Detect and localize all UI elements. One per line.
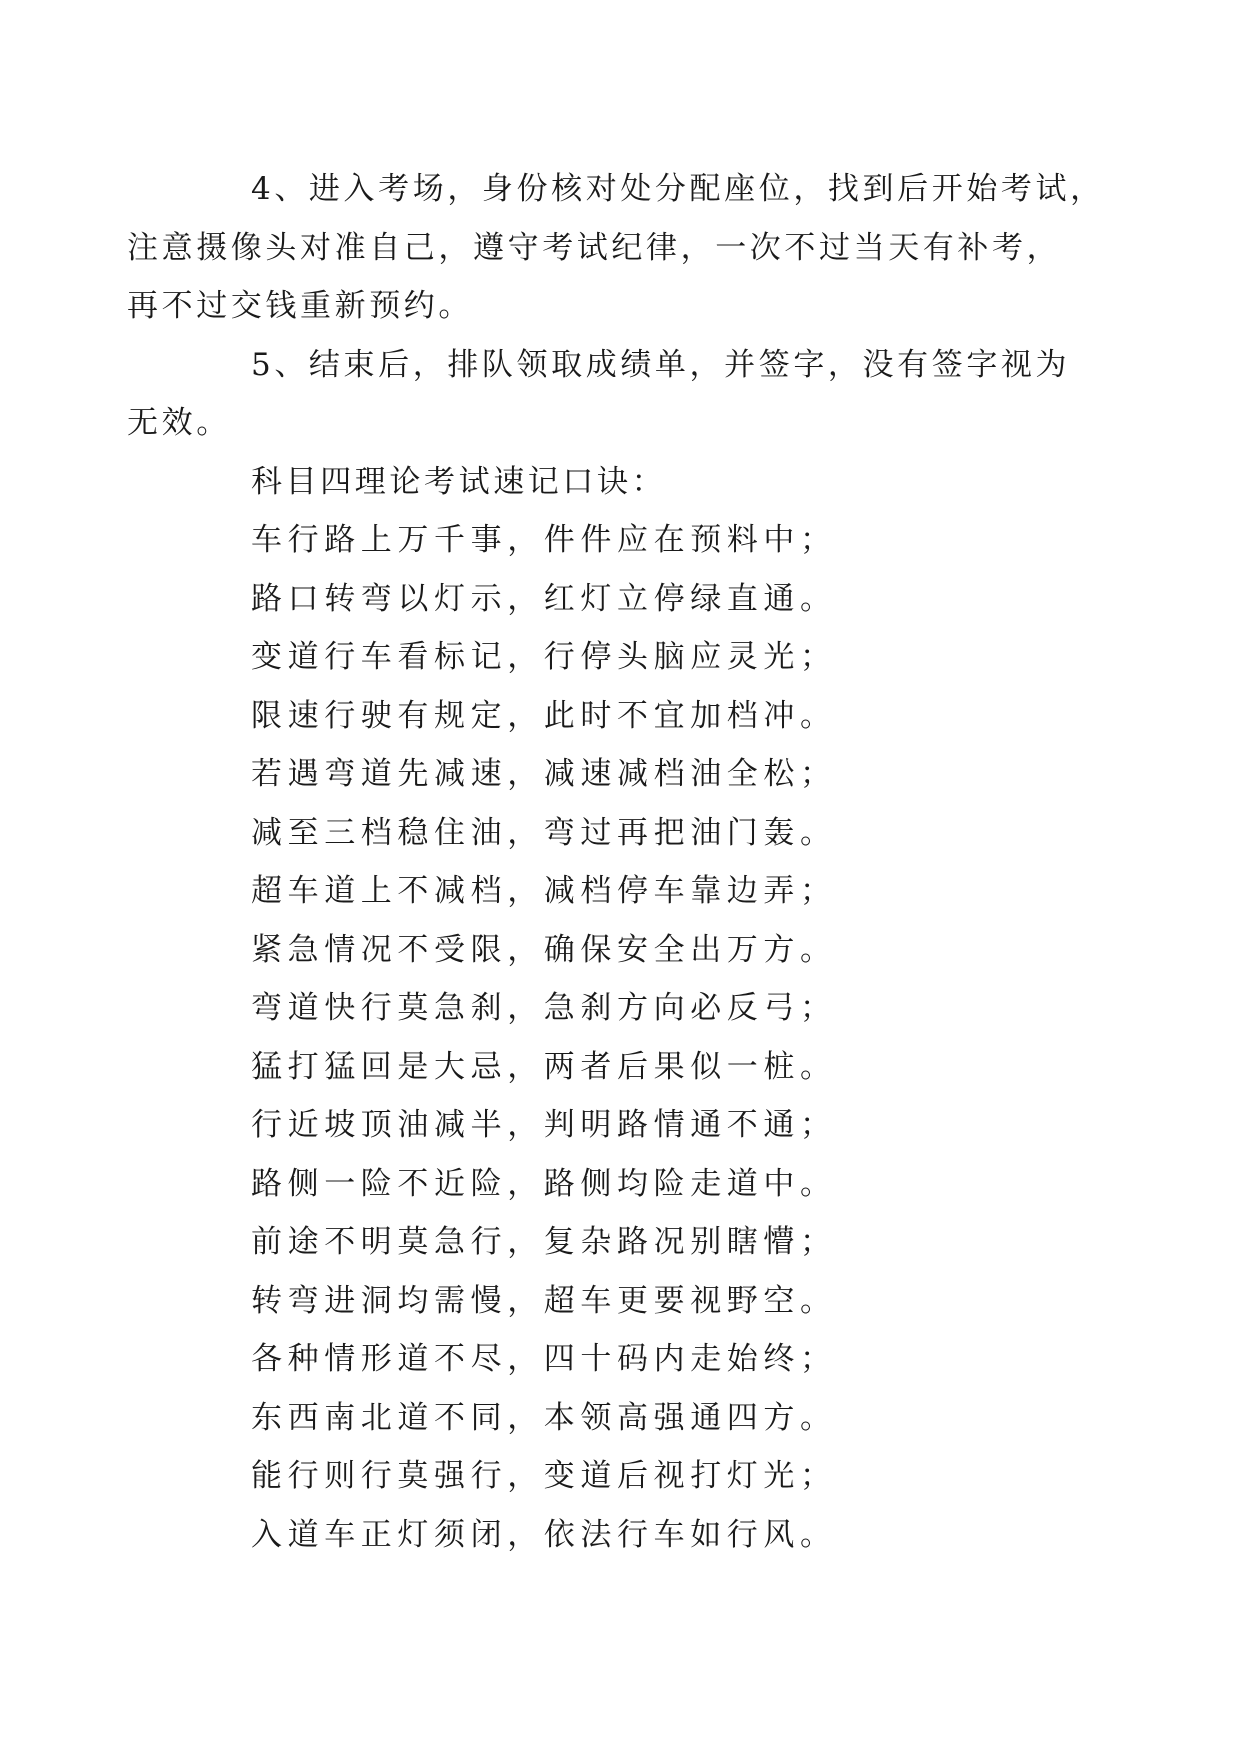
verse-line: 入道车正灯须闭，依法行车如行风。: [251, 1516, 837, 1553]
verse-line: 行近坡顶油减半，判明路情通不通；: [251, 1107, 837, 1143]
paragraph-step-5: [127, 336, 1079, 453]
verse-line: 东西南北道不同，本领高强通四方。: [251, 1399, 837, 1436]
verse-line: 弯道快行莫急刹，急刹方向必反弓；: [251, 990, 837, 1026]
verse-line: 各种情形道不尽，四十码内走始终；: [251, 1341, 837, 1377]
paragraph-line: 注意摄像头对准自己，遵守考试纪律，一次不过当天有补考，: [127, 229, 1062, 266]
verse-line: 超车道上不减档，减档停车靠边弄；: [251, 873, 837, 909]
paragraph-step-4: [127, 160, 1105, 336]
paragraph-line: 再不过交钱重新预约。: [127, 288, 473, 324]
verse-line: 紧急情况不受限，确保安全出万方。: [251, 931, 837, 968]
paragraph-line: 4、进入考场，身份核对处分配座位，找到后开始考试，: [251, 171, 1105, 207]
verse-line: 车行路上万千事，件件应在预料中；: [251, 522, 837, 558]
verse-line: 能行则行莫强行，变道后视打灯光；: [251, 1458, 837, 1494]
verse-line: 变道行车看标记，行停头脑应灵光；: [251, 639, 837, 675]
verse-line: 路侧一险不近险，路侧均险走道中。: [251, 1165, 837, 1202]
verse-line: 若遇弯道先减速，减速减档油全松；: [251, 756, 837, 792]
verse-line: 减至三档稳住油，弯过再把油门轰。: [251, 814, 837, 851]
verse-line: 前途不明莫急行，复杂路况别瞎懵；: [251, 1224, 837, 1260]
verse-line: 转弯进洞均需慢，超车更要视野空。: [251, 1282, 837, 1319]
verse-line: 路口转弯以灯示，红灯立停绿直通。: [251, 580, 837, 617]
paragraph-line: 5、结束后，排队领取成绩单，并签字，没有签字视为: [251, 346, 1071, 383]
paragraph-line: 无效。: [127, 405, 231, 441]
document-body: [127, 160, 1105, 1564]
verse-line: 限速行驶有规定，此时不宜加档冲。: [251, 697, 837, 734]
mnemonic-title: 科目四理论考试速记口诀：: [251, 463, 667, 500]
verse-line: 猛打猛回是大忌，两者后果似一桩。: [251, 1048, 837, 1085]
